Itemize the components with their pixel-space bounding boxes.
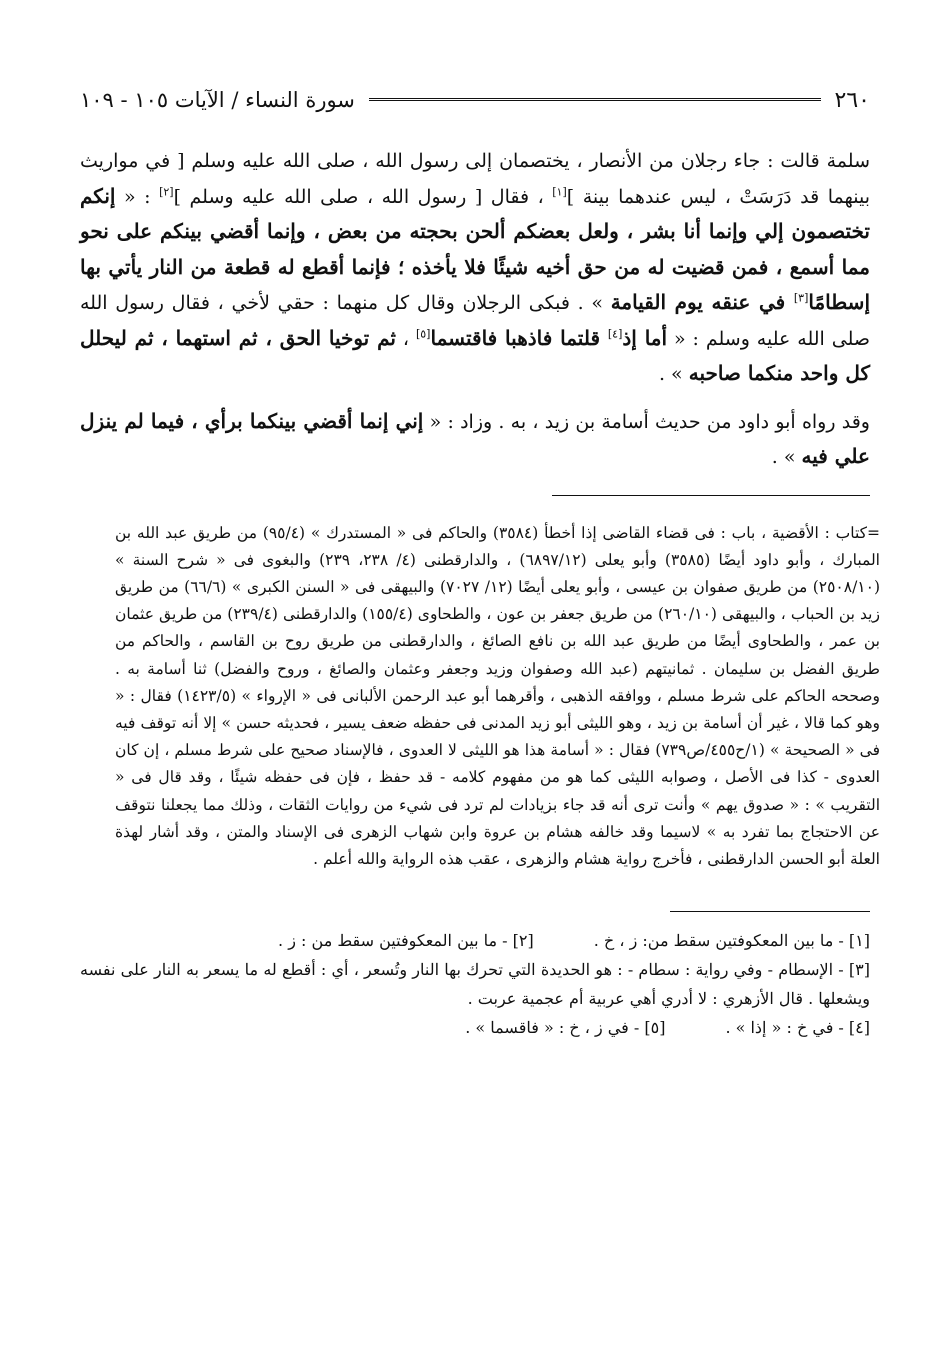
footnote-3: [٣] - الإسطام - وفي رواية : سطام - : هو الحديدة التي تحرك بها النار وتُسعر ، أي : أقطع له ما يسعر به النار على نفسه ويشعلها . قال الأزهري : لا أدري أهي عربية أم عجمية عربت . [80,960,870,1009]
takhrij-text: =كتاب : الأقضية ، باب : فى قضاء القاضى إذا أخطأ (٣٥٨٤) والحاكم فى « المستدرك » (٩٥/٤) من طريق عبد الله بن المبارك ، وأبو داود أيضًا (٣٥٨٥) وأبو يعلى (٦٨٩٧/١٢) ، والدارقطنى (٤/ ٢٣٨، ٢٣٩) والبغوى فى « شرح السنة » (٢٥٠٨/١٠) من طريق صفوان بن عيسى ، وأبو يعلى أيضًا (١٢/ ٧٠٢٧) والبيهقى فى « السنن الكبرى » (٦٦/٦) من طريق زيد بن الحباب ، والبيهقى (٢٦٠/١٠) من طريق جعفر بن عون ، والطحاوى (١٥٥/٤) والدارقطنى (٢٣٩/٤) من طريق عثمان بن عمر ، والطحاوى أيضًا من طريق عبد الله بن نافع الصائغ ، والدارقطنى من طريق روح بن القاسم ، والحاكم من طريق الفضل بن سليمان . ثمانيتهم (عبد الله وصفوان وزيد وجعفر وعثمان والصائغ ، وروح والفضل) ثنا أسامة به . وصححه الحاكم على شرط مسلم ، ووافقه الذهبى ، وأقرهما أبو عبد الرحمن الألبانى فى « الإرواء » (١٤٢٣/٥) فقال : « وهو كما قالا ، غير أن أسامة بن زيد ، وهو الليثى أبو زيد المدنى فى حفظه ضعف يسير ، فحديثه حسن » إلا أنه توقف فيه فى « الصحيحة » (١/ح٤٥٥/ص٧٣٩) فقال : « أسامة هذا هو الليثى لا العدوى ، فالإسناد صحيح على شرط مسلم ، إن كان العدوى - كذا فى الأصل ، وصوابه الليثى كما هو من مفهوم كلامه - قد حفظ ، فإن فى حفظه شيئًا ، وقد قال فى « التقريب » : « صدوق يهم » وأنت ترى أنه قد جاء بزيادات لم ترد فى شيء من روايات الثقات ، وذلك مما يجعلنا نتوقف عن الاحتجاج بما تفرد به » لاسيما وقد خالفه هشام بن عروة وابن شهاب الزهرى فى الإسناد والمتن ، وقد أشار لهذة العلة أبو الحسن الدارقطنى ، فأخرج رواية هشام والزهرى ، عقب هذه الرواية والله أعلم . [115,523,881,868]
footnote-rule [670,911,870,912]
footnote-row [80,1013,870,1042]
footnotes [80,926,870,1042]
hadith-paragraph [80,144,870,392]
footnote-2: [٢] - ما بين المعكوفتين سقط من : ز . [278,931,534,951]
footnote-4: [٤] - في خ : « إذا » . [725,1018,870,1038]
page-number: ٢٦٠ [834,88,870,113]
footnote-1: [١] - ما بين المعكوفتين سقط من: ز ، خ . [593,931,870,951]
footnote-5: [٥] - في ز ، خ : « فاقسما » . [465,1018,666,1038]
book-page [80,88,881,1042]
text-run: ، فقال [ رسول الله ، صلى الله عليه وسلم ] [173,185,553,208]
footnote-ref-4: [٤] [607,327,623,341]
text-run: سلمة قالت : جاء رجلان من الأنصار ، يختصمان إلى رسول الله ، صلى الله عليه وسلم [ في مواريث بينهما قد دَرَسَتْ ، ليس عندهما بينة ] [80,150,870,208]
commentary-rule [552,495,870,496]
main-text [80,144,870,475]
footnote-row [80,926,870,955]
footnote-ref-3: [٣] [793,291,809,305]
text-run: : « [115,185,160,208]
hadith-quote: إني إنما أقضي بينكما برأي ، فيما لم ينزل علي فيه [80,408,870,468]
abu-dawud-paragraph [80,404,870,475]
running-title: سورة النساء / الآيات ١٠٥ - ١٠٩ [80,88,355,112]
takhrij-section [80,495,881,874]
text-run: » . [658,363,689,385]
footnote-ref-5: [٥] [415,327,431,341]
running-header [80,88,870,128]
text-run: ، [395,327,416,350]
text-run: » . فبكى الرجلان وقال كل منهما : حقي لأخي ، فقال رسول الله صلى الله عليه وسلم : « [80,292,870,350]
hadith-quote: في عنقه يوم القيامة [610,290,794,314]
text-run: وقد رواه أبو داود من حديث أسامة بن زيد ، به . وزاد : « [423,410,870,433]
hadith-quote: أما إذ [622,325,668,350]
footnote-ref-1: [١] [552,185,567,199]
header-rule [369,98,821,101]
footnote-ref-2: [٢] [159,185,174,199]
text-run: » . [771,446,802,468]
hadith-quote: ثم توخيا الحق ، ثم استهما ، ثم ليحلل كل واحد منكما صاحبه [80,325,870,385]
hadith-quote: قلتما فاذهبا فاقتسما [430,325,608,350]
hadith-quote: إنكم تختصمون إلي وإنما أنا بشر ، ولعل بعضكم ألحن بحجته من بعض ، وإنما أقضي بينكم على نحو مما أسمع ، فمن قضيت له من حق أخيه شيئًا فلا يأخذه ؛ فإنما أقطع له قطعة من النار يأتي بها إسطامًا [80,183,870,314]
